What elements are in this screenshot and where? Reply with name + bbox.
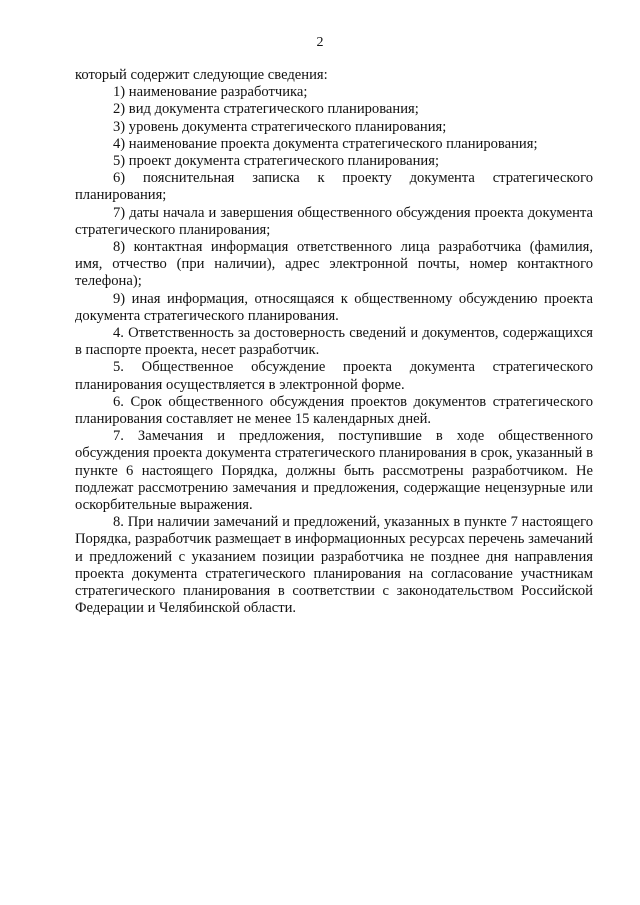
page-number: 2: [316, 35, 324, 50]
list-item-7: 7) даты начала и завершения общественного обсуждения проекта документа стратегического планирования;: [75, 204, 593, 238]
list-item-1: 1) наименование разработчика;: [113, 84, 308, 101]
list-item-3: 3) уровень документа стратегического планирования;: [113, 118, 447, 135]
paragraph-5: 5. Общественное обсуждение проекта документа стратегического планирования осуществляется в электронной форме.: [75, 359, 593, 393]
list-item-8: 8) контактная информация ответственного лица разработчика (фамилия, имя, отчество (при наличии), адрес электронной почты, номер контактного телефона);: [75, 239, 593, 290]
list-item-5: 5) проект документа стратегического планирования;: [113, 153, 440, 170]
paragraph-6: 6. Срок общественного обсуждения проектов документов стратегического планирования составляет не менее 15 календарных дней.: [75, 393, 593, 428]
list-item-4: 4) наименование проекта документа стратегического планирования;: [113, 135, 538, 152]
list-item-9: 9) иная информация, относящаяся к общественному обсуждению проекта документа стратегического планирования.: [75, 290, 593, 324]
paragraph-4: 4. Ответственность за достоверность сведений и документов, содержащихся в паспорте проекта, несет разработчик.: [75, 325, 593, 359]
list-item-6: 6) пояснительная записка к проекту документа стратегического планирования;: [75, 170, 593, 204]
paragraph-8: 8. При наличии замечаний и предложений, указанных в пункте 7 настоящего Порядка, разработчик размещает в информационных ресурсах перечень замечаний и предложений с указанием позиции разработчика не позднее дня направления проекта документа стратегического планирования на согласование участникам стратегического планирования в соответствии с законодательством Российской Федерации и Челябинской области.: [75, 514, 593, 617]
intro-line: который содержит следующие сведения:: [75, 67, 328, 83]
paragraph-7: 7. Замечания и предложения, поступившие в ходе общественного обсуждения проекта документа стратегического планирования в срок, указанный в пункте 6 настоящего Порядка, должны быть рассмотрены разработчиком. Не подлежат рассмотрению замечания и предложения, содержащие нецензурные или оскорбительные выражения.: [75, 428, 593, 514]
list-item-2: 2) вид документа стратегического планирования;: [113, 101, 419, 118]
document-body: [75, 67, 593, 618]
